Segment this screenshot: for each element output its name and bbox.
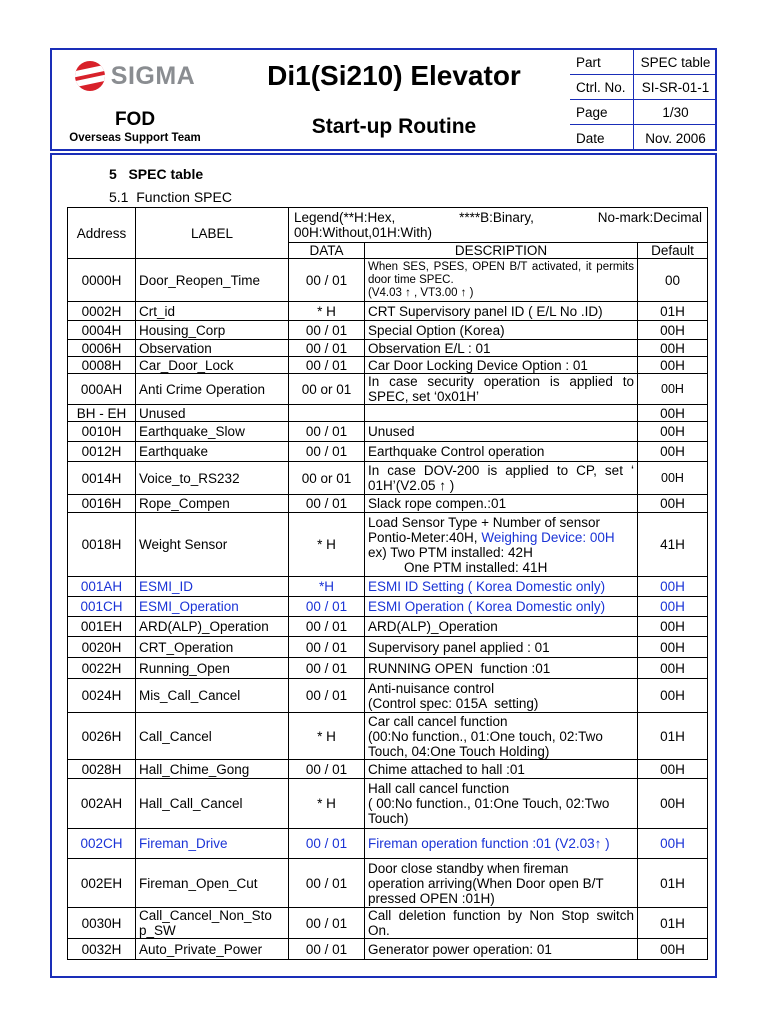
meta-value: SI-SR-01-1 (641, 79, 710, 95)
cell-description: RUNNING OPEN function :01 (365, 658, 638, 679)
legend-binary: ****B:Binary, (459, 210, 534, 225)
cell-label: Anti Crime Operation (136, 374, 289, 405)
cell-address: 0006H (68, 340, 136, 357)
cell-description: Call deletion function by Non Stop switch On. (365, 908, 638, 939)
table-row (68, 259, 708, 302)
cell-data: * H (289, 513, 365, 577)
cell-label: Hall_Chime_Gong (136, 760, 289, 779)
cell-default: 00H (638, 679, 708, 713)
cell-address: 000AH (68, 374, 136, 405)
cell-description: Slack rope compen.:01 (365, 495, 638, 513)
meta-row-part (570, 50, 717, 75)
cell-data: 00 / 01 (289, 357, 365, 374)
description-line: (00:No function., 01:One touch, 02:Two Touch, 04:One Touch Holding) (368, 728, 603, 759)
description-line: Anti-nuisance control (368, 680, 495, 696)
cell-address: 0014H (68, 462, 136, 495)
table-row (68, 829, 708, 859)
document-subtitle: Start-up Routine (311, 114, 477, 138)
cell-description (365, 779, 638, 829)
table-row (68, 340, 708, 357)
table-row (68, 679, 708, 713)
legend-decimal: No-mark:Decimal (597, 210, 702, 225)
description-line: Car call cancel function (368, 713, 508, 729)
cell-default: 01H (638, 302, 708, 321)
table-row (68, 577, 708, 597)
cell-label: Housing_Corp (136, 321, 289, 340)
cell-data: * H (289, 302, 365, 321)
col-header-default: Default (638, 243, 708, 259)
description-line: (V4.03 ↑ , VT3.00 ↑ ) (368, 286, 474, 299)
section-subheading: 5.1 Function SPEC (109, 189, 232, 205)
cell-address: 002AH (68, 779, 136, 829)
cell-label: ESMI_ID (136, 577, 289, 597)
meta-row-ctrl-no (570, 75, 717, 100)
cell-address: 0010H (68, 422, 136, 442)
cell-description: CRT Supervisory panel ID ( E/L No .ID) (365, 302, 638, 321)
cell-default: 00H (638, 637, 708, 658)
description-line: When SES, PSES, OPEN B/T activated, it permits door time SPEC. (368, 260, 634, 286)
description-line: Hall call cancel function (368, 781, 510, 796)
section-heading: 5 SPEC table (109, 166, 204, 182)
description-line: ( 00:No function., 01:One Touch, 02:Two Touch) (368, 796, 610, 826)
cell-default: 00H (638, 939, 708, 960)
cell-default: 00H (638, 357, 708, 374)
cell-default: 00H (638, 422, 708, 442)
col-header-data: DATA (289, 243, 365, 259)
cell-default: 00H (638, 374, 708, 405)
cell-data: 00 / 01 (289, 829, 365, 859)
table-row (68, 637, 708, 658)
cell-description: In case DOV-200 is applied to CP, set ‘ 01H’(V2.05 ↑ ) (365, 462, 638, 495)
table-row (68, 908, 708, 939)
cell-label: Call_Cancel (136, 713, 289, 760)
cell-label: Rope_Compen (136, 495, 289, 513)
cell-label: Door_Reopen_Time (136, 259, 289, 302)
cell-description: ESMI ID Setting ( Korea Domestic only) (365, 577, 638, 597)
cell-description: Special Option (Korea) (365, 321, 638, 340)
cell-label: Voice_to_RS232 (136, 462, 289, 495)
meta-key: Part (570, 50, 634, 74)
legend-hex: Legend(**H:Hex, (294, 210, 396, 225)
cell-data: 00 or 01 (289, 374, 365, 405)
description-line: ex) Two PTM installed: 42H (368, 544, 533, 560)
cell-address: 0012H (68, 442, 136, 462)
meta-row-date (570, 125, 717, 151)
cell-label: ESMI_Operation (136, 597, 289, 617)
cell-default: 00H (638, 321, 708, 340)
col-header-address: Address (68, 208, 136, 259)
table-row (68, 513, 708, 577)
table-row (68, 779, 708, 829)
cell-label: Observation (136, 340, 289, 357)
cell-description: Observation E/L : 01 (365, 340, 638, 357)
cell-default: 00H (638, 340, 708, 357)
description-line: (Control spec: 015A setting) (368, 695, 539, 711)
col-header-description: DESCRIPTION (365, 243, 638, 259)
cell-data: * H (289, 713, 365, 760)
cell-label: Fireman_Open_Cut (136, 859, 289, 908)
cell-label: Weight Sensor (136, 513, 289, 577)
cell-description: Chime attached to hall :01 (365, 760, 638, 779)
cell-label: Mis_Call_Cancel (136, 679, 289, 713)
cell-default: 00H (638, 495, 708, 513)
table-header-row (68, 208, 708, 243)
cell-data: 00 / 01 (289, 859, 365, 908)
cell-data: 00 / 01 (289, 658, 365, 679)
table-row (68, 302, 708, 321)
cell-description: Generator power operation: 01 (365, 939, 638, 960)
cell-label: Running_Open (136, 658, 289, 679)
cell-address: 0008H (68, 357, 136, 374)
cell-default: 01H (638, 713, 708, 760)
cell-label: Earthquake (136, 442, 289, 462)
cell-description: ARD(ALP)_Operation (365, 617, 638, 637)
cell-address: 0028H (68, 760, 136, 779)
table-row (68, 859, 708, 908)
cell-address: 0030H (68, 908, 136, 939)
cell-description (365, 513, 638, 577)
cell-label: Call_Cancel_Non_Sto p_SW (136, 908, 289, 939)
table-row (68, 760, 708, 779)
table-row (68, 405, 708, 422)
description-line: operation arriving(When Door open B/T (368, 875, 604, 891)
cell-label: Unused (136, 405, 289, 422)
department-block (52, 102, 218, 151)
cell-description: In case security operation is applied to SPEC, set ‘0x01H’ (365, 374, 638, 405)
table-row (68, 321, 708, 340)
function-spec-table (67, 207, 708, 960)
cell-default: 41H (638, 513, 708, 577)
cell-description: Unused (365, 422, 638, 442)
cell-default: 00 (638, 259, 708, 302)
legend-cell (289, 208, 708, 243)
cell-description (365, 679, 638, 713)
cell-address: 0018H (68, 513, 136, 577)
description-line (368, 530, 634, 545)
cell-description (365, 859, 638, 908)
meta-value: 1/30 (662, 104, 689, 120)
cell-label: Hall_Call_Cancel (136, 779, 289, 829)
meta-key: Date (570, 125, 634, 151)
cell-default: 00H (638, 617, 708, 637)
cell-address: 001EH (68, 617, 136, 637)
table-row (68, 374, 708, 405)
cell-default: 00H (638, 760, 708, 779)
col-header-label: LABEL (136, 208, 289, 259)
cell-label: CRT_Operation (136, 637, 289, 658)
cell-default: 01H (638, 859, 708, 908)
cell-description (365, 713, 638, 760)
cell-description (365, 259, 638, 302)
document-header (50, 48, 717, 151)
description-line: Load Sensor Type + Number of sensor (368, 514, 601, 530)
cell-data: 00 / 01 (289, 340, 365, 357)
cell-default: 00H (638, 577, 708, 597)
cell-address: 001CH (68, 597, 136, 617)
cell-data: 00 / 01 (289, 442, 365, 462)
department-name: FOD (114, 108, 156, 130)
cell-label: Crt_id (136, 302, 289, 321)
logo (52, 50, 218, 102)
description-highlight: Weighing Device: 00H (481, 529, 615, 545)
cell-description: ESMI Operation ( Korea Domestic only) (365, 597, 638, 617)
cell-data: 00 / 01 (289, 495, 365, 513)
cell-address: 0004H (68, 321, 136, 340)
table-row (68, 713, 708, 760)
cell-data: 00 or 01 (289, 462, 365, 495)
cell-data: *H (289, 577, 365, 597)
cell-address: 0016H (68, 495, 136, 513)
cell-data: 00 / 01 (289, 422, 365, 442)
brand-name: SIGMA (110, 61, 196, 90)
cell-data: 00 / 01 (289, 760, 365, 779)
cell-default: 01H (638, 908, 708, 939)
cell-data: 00 / 01 (289, 321, 365, 340)
cell-data: 00 / 01 (289, 637, 365, 658)
cell-address: 002EH (68, 859, 136, 908)
description-line: pressed OPEN :01H) (368, 890, 495, 906)
description-segment: Pontio-Meter:40H, (368, 529, 478, 545)
table-row (68, 617, 708, 637)
meta-value: Nov. 2006 (645, 130, 706, 146)
cell-address: 0002H (68, 302, 136, 321)
cell-default: 00H (638, 779, 708, 829)
cell-description (365, 405, 638, 422)
cell-description: Car Door Locking Device Option : 01 (365, 357, 638, 374)
table-row (68, 658, 708, 679)
meta-value: SPEC table (640, 54, 711, 70)
meta-key: Ctrl. No. (570, 75, 634, 99)
cell-description: Supervisory panel applied : 01 (365, 637, 638, 658)
sigma-logo-icon (75, 61, 105, 91)
cell-label: ARD(ALP)_Operation (136, 617, 289, 637)
table-row (68, 597, 708, 617)
table-row (68, 442, 708, 462)
table-row (68, 939, 708, 960)
cell-data: * H (289, 779, 365, 829)
cell-default: 00H (638, 658, 708, 679)
cell-address: 0022H (68, 658, 136, 679)
table-row (68, 422, 708, 442)
cell-default: 00H (638, 442, 708, 462)
cell-data: 00 / 01 (289, 939, 365, 960)
meta-key: Page (570, 100, 634, 124)
description-line: One PTM installed: 41H (404, 559, 548, 575)
cell-address: 0026H (68, 713, 136, 760)
cell-data: 00 / 01 (289, 617, 365, 637)
cell-address: 001AH (68, 577, 136, 597)
team-name: Overseas Support Team (69, 131, 201, 144)
table-row (68, 462, 708, 495)
meta-row-page (570, 100, 717, 125)
cell-label: Earthquake_Slow (136, 422, 289, 442)
cell-address: 0024H (68, 679, 136, 713)
cell-label: Fireman_Drive (136, 829, 289, 859)
cell-address: 0020H (68, 637, 136, 658)
cell-data (289, 405, 365, 422)
cell-data: 00 / 01 (289, 679, 365, 713)
cell-address: 002CH (68, 829, 136, 859)
cell-default: 00H (638, 462, 708, 495)
document-title: Di1(Si210) Elevator (267, 60, 521, 91)
cell-description: Earthquake Control operation (365, 442, 638, 462)
cell-label: Car_Door_Lock (136, 357, 289, 374)
cell-default: 00H (638, 829, 708, 859)
cell-data: 00 / 01 (289, 908, 365, 939)
cell-default: 00H (638, 597, 708, 617)
cell-address: 0000H (68, 259, 136, 302)
cell-label: Auto_Private_Power (136, 939, 289, 960)
meta-table (570, 50, 717, 151)
table-row (68, 495, 708, 513)
cell-address: 0032H (68, 939, 136, 960)
cell-address: BH - EH (68, 405, 136, 422)
description-line: Door close standby when fireman (368, 860, 569, 876)
cell-data: 00 / 01 (289, 259, 365, 302)
table-row (68, 357, 708, 374)
cell-description: Fireman operation function :01 (V2.03↑ ) (365, 829, 638, 859)
legend-with-without: 00H:Without,01H:With) (294, 225, 433, 240)
cell-default: 00H (638, 405, 708, 422)
cell-data: 00 / 01 (289, 597, 365, 617)
